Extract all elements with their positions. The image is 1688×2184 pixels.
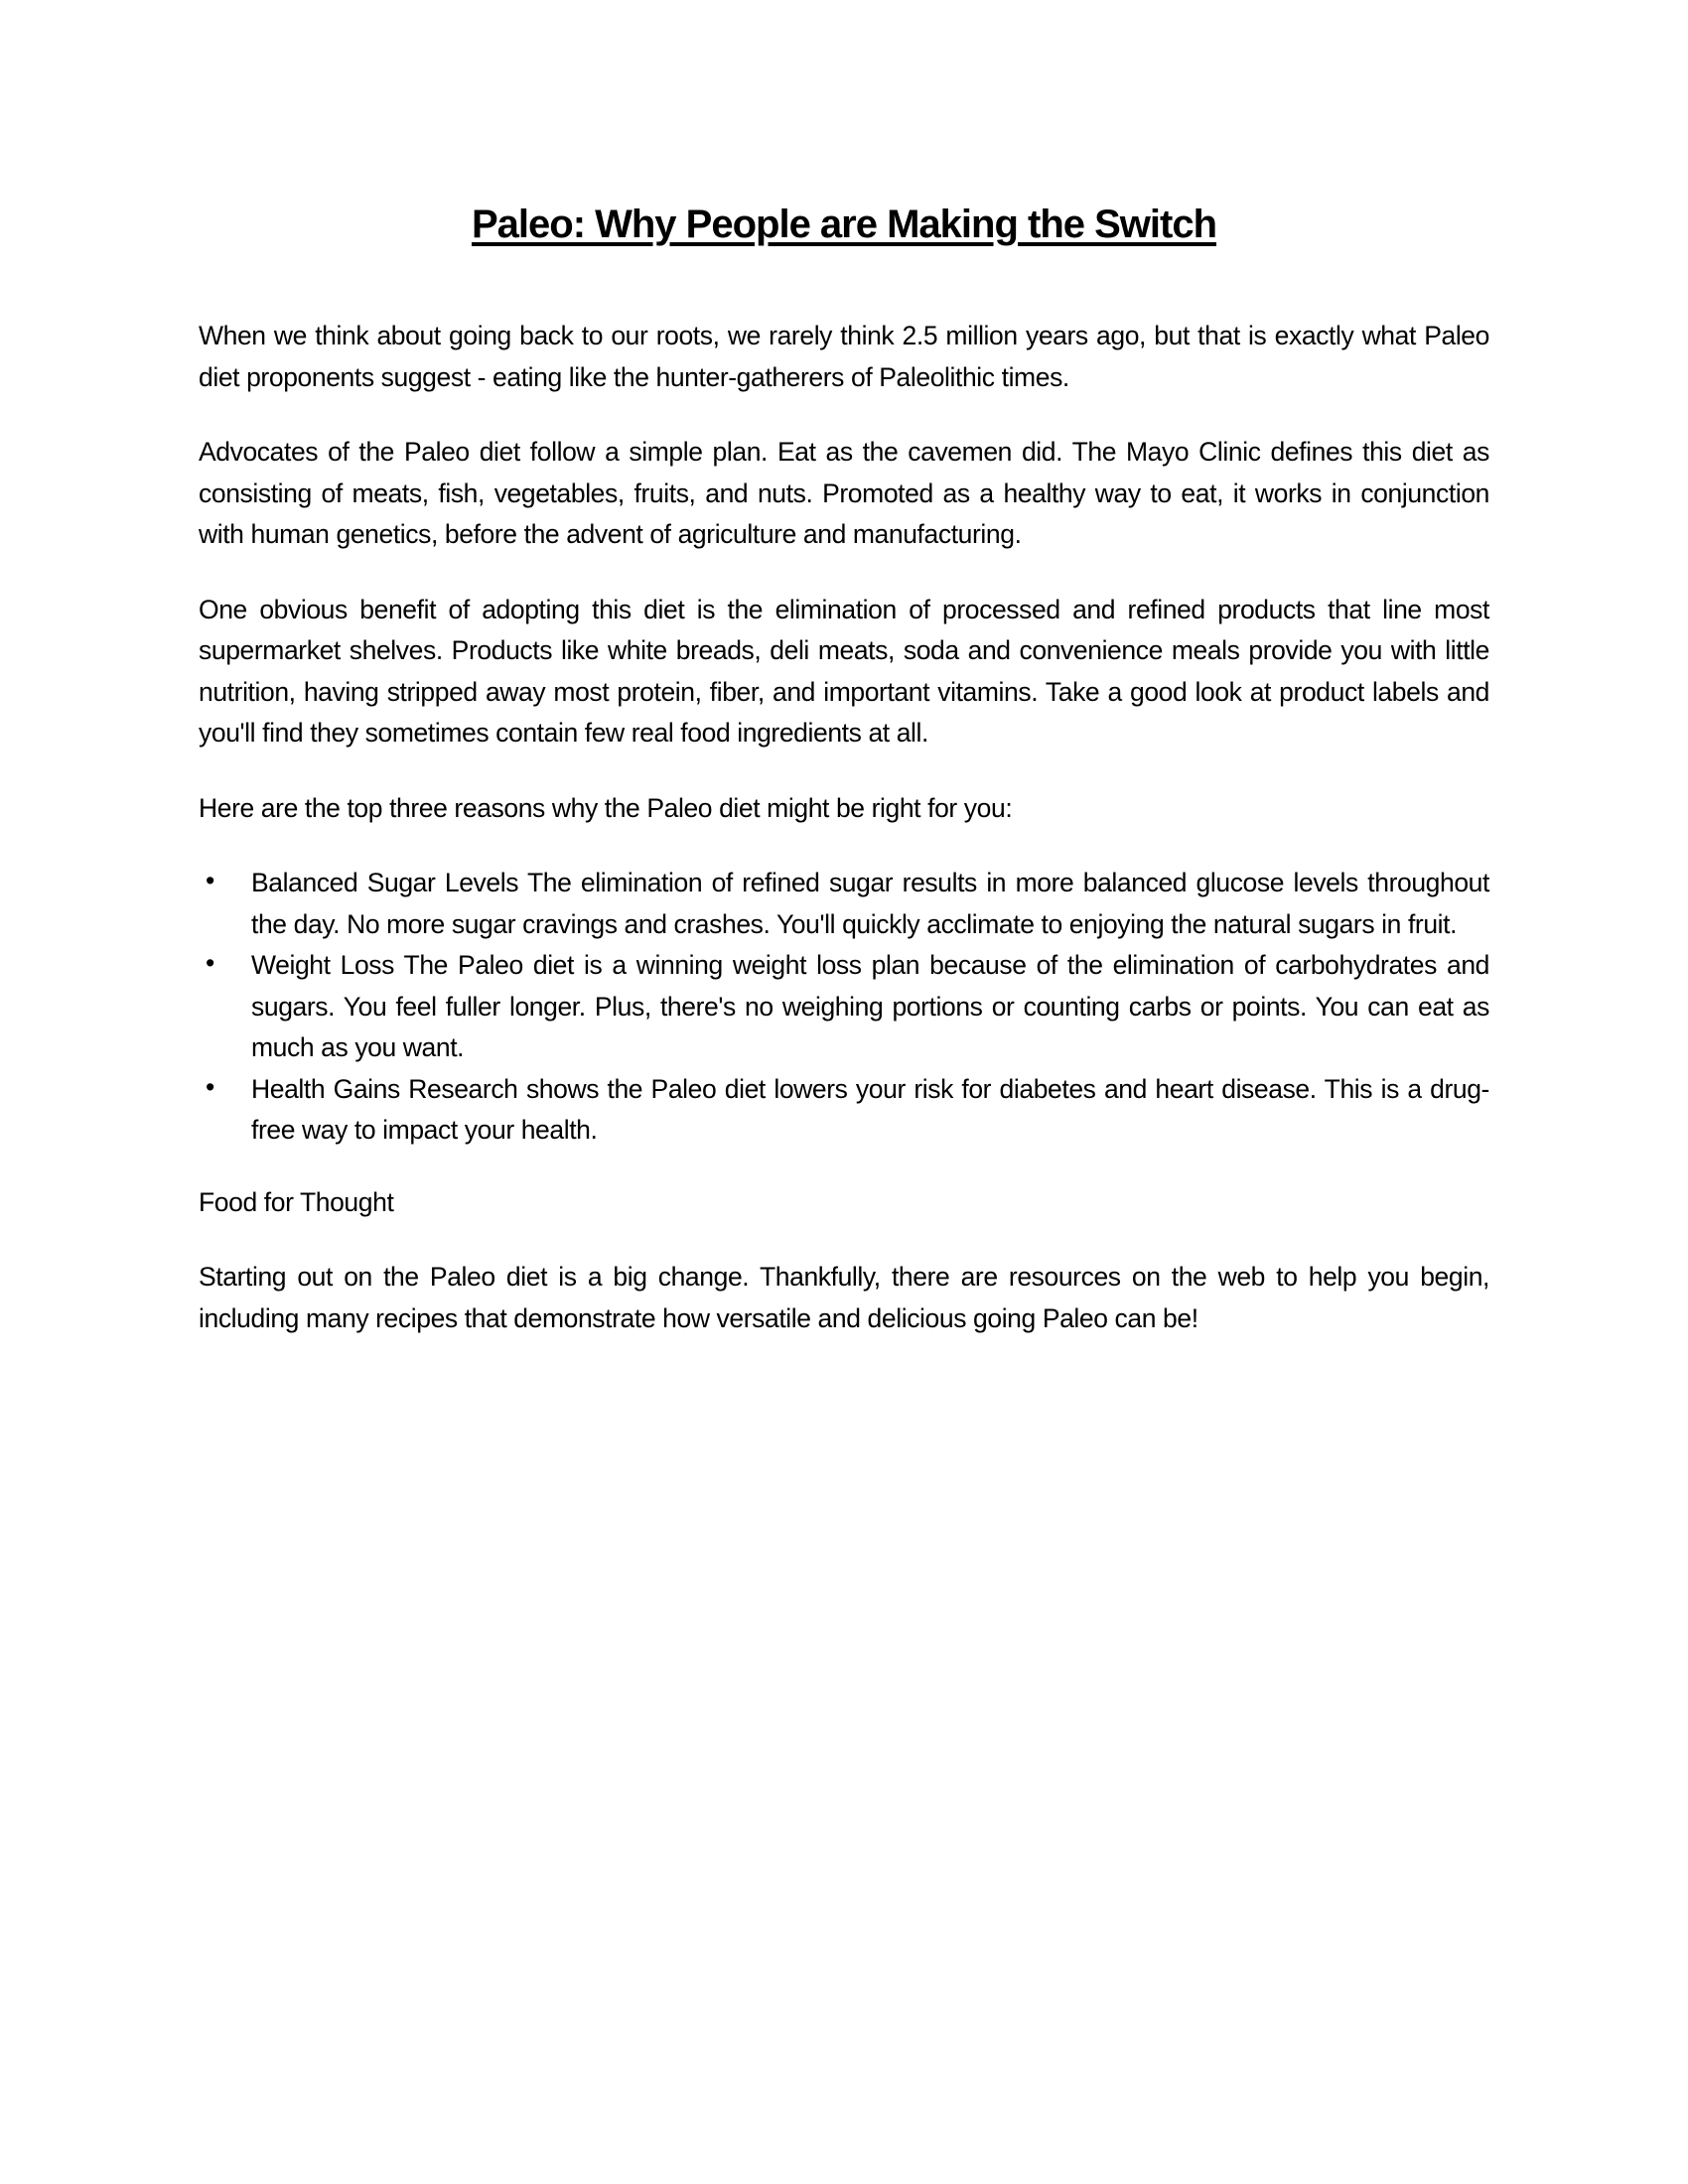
paragraph-list-intro: Here are the top three reasons why the Paleo diet might be right for you: (199, 792, 1013, 823)
document-page (199, 0, 1489, 1339)
paragraph-intro-3: One obvious benefit of adopting this diet is the elimination of processed and refined products that line most supermarket shelves. Products like white breads, deli meats, soda and convenience meals provide you with little nutrition, having stripped away most protein, fiber, and important vitamins. Take a good look at product labels and you'll find they sometimes contain few real food ingredients at all. (199, 594, 1489, 748)
paragraph-intro-2: Advocates of the Paleo diet follow a simple plan. Eat as the cavemen did. The Mayo Clinic defines this diet as consisting of meats, fish, vegetables, fruits, and nuts. Promoted as a healthy way to eat, it works in conjunction with human genetics, before the advent of agriculture and manufacturing. (199, 437, 1489, 549)
bullet-item-text: Balanced Sugar Levels The elimination of refined sugar results in more balanced glucose levels throughout the day. No more sugar cravings and crashes. You'll quickly acclimate to enjoying the natural sugars in fruit. (251, 868, 1489, 939)
bullet-item-text: Weight Loss The Paleo diet is a winning weight loss plan because of the elimination of carbohydrates and sugars. You feel fuller longer. Plus, there's no weighing portions or counting carbs or points. You can eat as much as you want. (251, 950, 1489, 1062)
bullet-icon: • (206, 948, 214, 978)
bullet-item-weight-loss (206, 945, 1489, 1069)
bullet-item-balanced-sugar (206, 863, 1489, 945)
bullet-list (199, 863, 1489, 1152)
paragraph-intro-1: When we think about going back to our roots, we rarely think 2.5 million years ago, but that is exactly what Paleo diet proponents suggest - eating like the hunter-gatherers of Paleolithic times. (199, 321, 1489, 392)
bullet-item-text: Health Gains Research shows the Paleo diet lowers your risk for diabetes and heart disease. This is a drug-free way to impact your health. (251, 1073, 1489, 1145)
bullet-icon: • (206, 1071, 214, 1102)
paragraph-closing: Starting out on the Paleo diet is a big change. Thankfully, there are resources on the web to help you begin, including many recipes that demonstrate how versatile and delicious going Paleo can be! (199, 1262, 1489, 1333)
document-title: Paleo: Why People are Making the Switch (471, 203, 1217, 246)
subheading-food-for-thought: Food for Thought (199, 1186, 394, 1217)
bullet-icon: • (206, 866, 214, 895)
bullet-item-health-gains (206, 1069, 1489, 1152)
